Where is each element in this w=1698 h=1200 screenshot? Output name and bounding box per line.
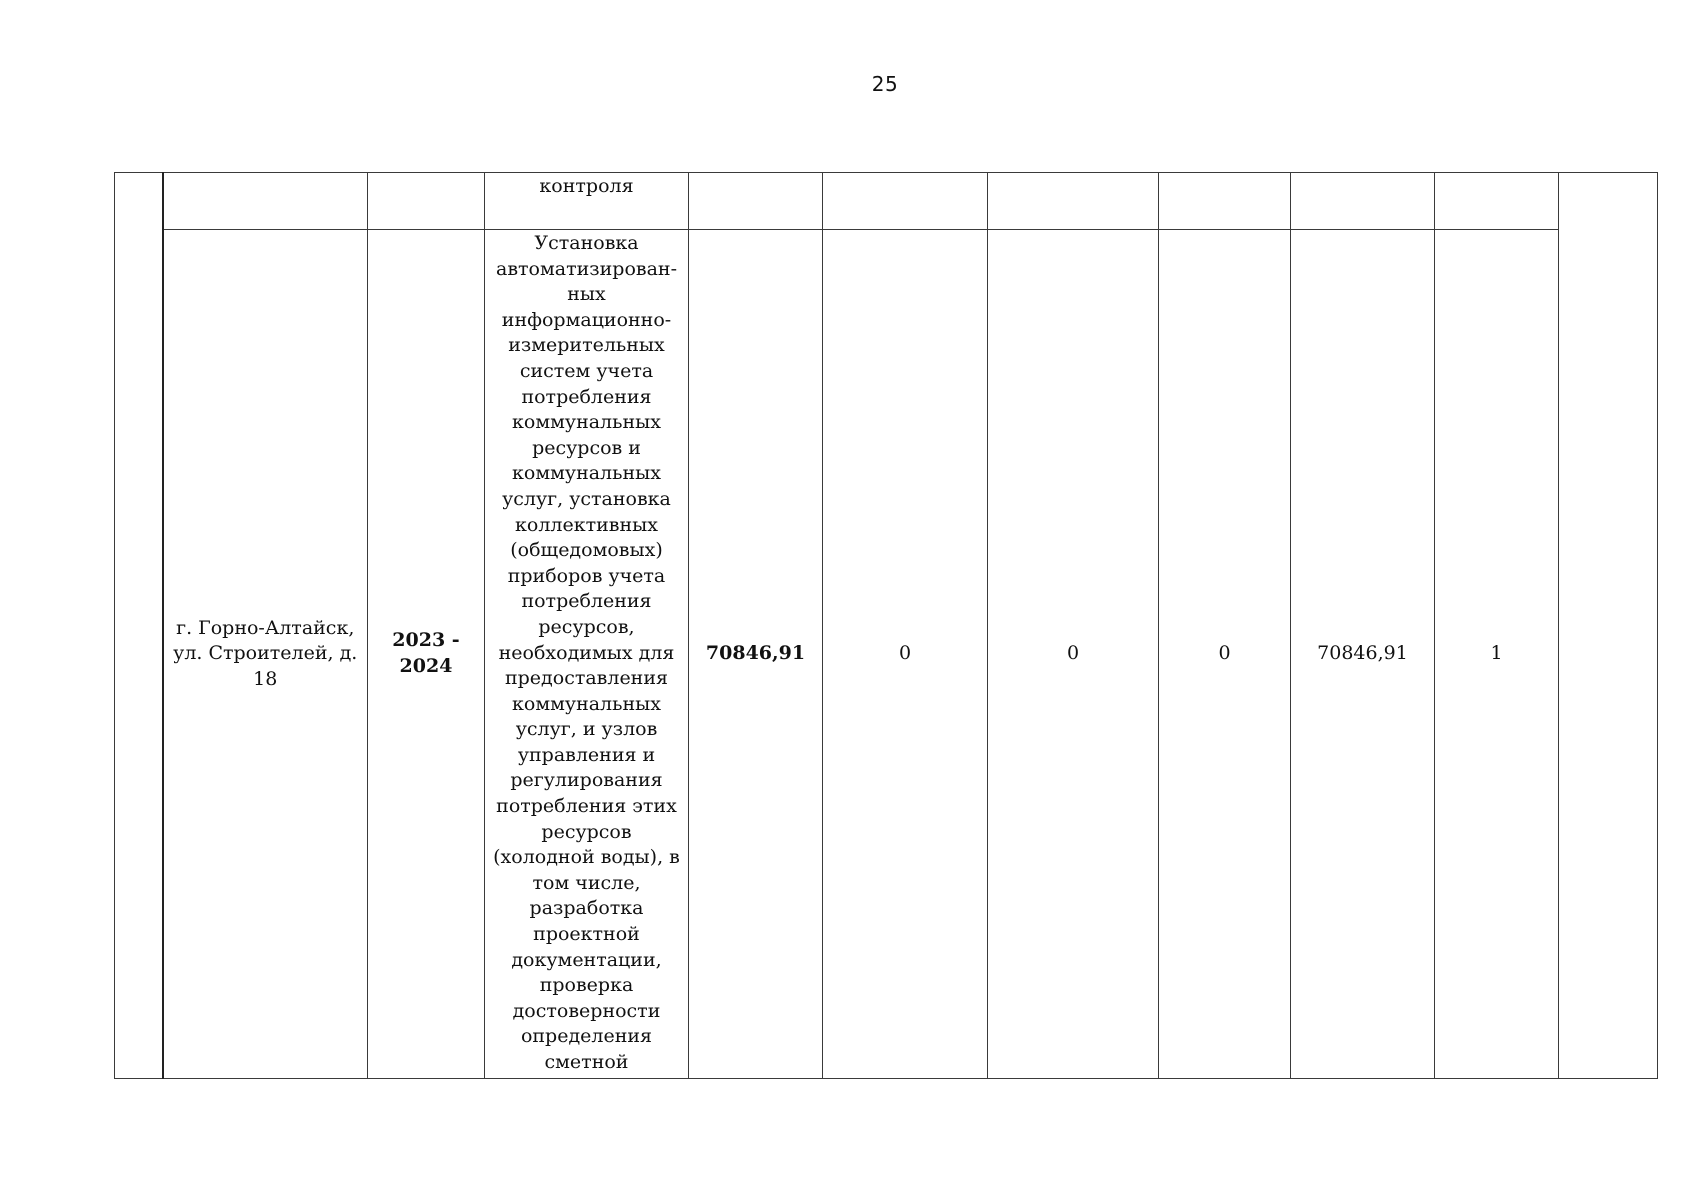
col-5-value: 0 [898, 642, 912, 665]
col-8-cell [1291, 230, 1435, 1079]
work-type-text: Установка автоматизирован- ных информационно- измерительных систем учета потребления коммунальных ресурсов и коммунальных услуг, установка коллективных (общедомовых) приборов учета потребления ресурсов, необходимых для предоставления коммунальных услуг, и узлов управления и регулирования потребления этих ресурсов (холодной воды), в том числе, разработка проектной документации, проверка достоверности определения сметной [493, 232, 680, 1073]
col-8-value: 70846,91 [1317, 642, 1408, 665]
total-cost-text: 70846,91 [705, 642, 806, 665]
col-9-cell-continued [1435, 173, 1559, 230]
page-number: 25 [871, 72, 899, 96]
last-column-cell [1559, 173, 1658, 1079]
col-6-cell [988, 230, 1159, 1079]
col-7-cell-continued [1159, 173, 1291, 230]
col-5-cell-continued [823, 173, 988, 230]
address-cell-continued [163, 173, 368, 230]
works-table [114, 172, 1658, 1079]
work-type-cell-continued [485, 173, 689, 230]
col-6-value: 0 [1066, 642, 1080, 665]
total-cost-cell-continued [689, 173, 823, 230]
period-cell-continued [368, 173, 485, 230]
period-cell [368, 230, 485, 1079]
document-sheet [114, 172, 1658, 1079]
address-text: г. Горно-Алтайск, ул. Строителей, д. 18 [173, 616, 358, 690]
col-5-cell [823, 230, 988, 1079]
col-7-cell [1159, 230, 1291, 1079]
work-type-cell [485, 230, 689, 1079]
col-7-value: 0 [1218, 642, 1231, 665]
total-cost-cell [689, 230, 823, 1079]
continuation-row [115, 173, 1658, 230]
table-row [115, 230, 1658, 1079]
work-type-continued-text: контроля [539, 175, 634, 197]
row-number-cell [115, 173, 163, 1079]
col-9-value: 1 [1490, 642, 1503, 665]
col-8-cell-continued [1291, 173, 1435, 230]
period-text: 2023 - 2024 [392, 629, 460, 677]
address-cell [163, 230, 368, 1079]
col-6-cell-continued [988, 173, 1159, 230]
col-9-cell [1435, 230, 1559, 1079]
